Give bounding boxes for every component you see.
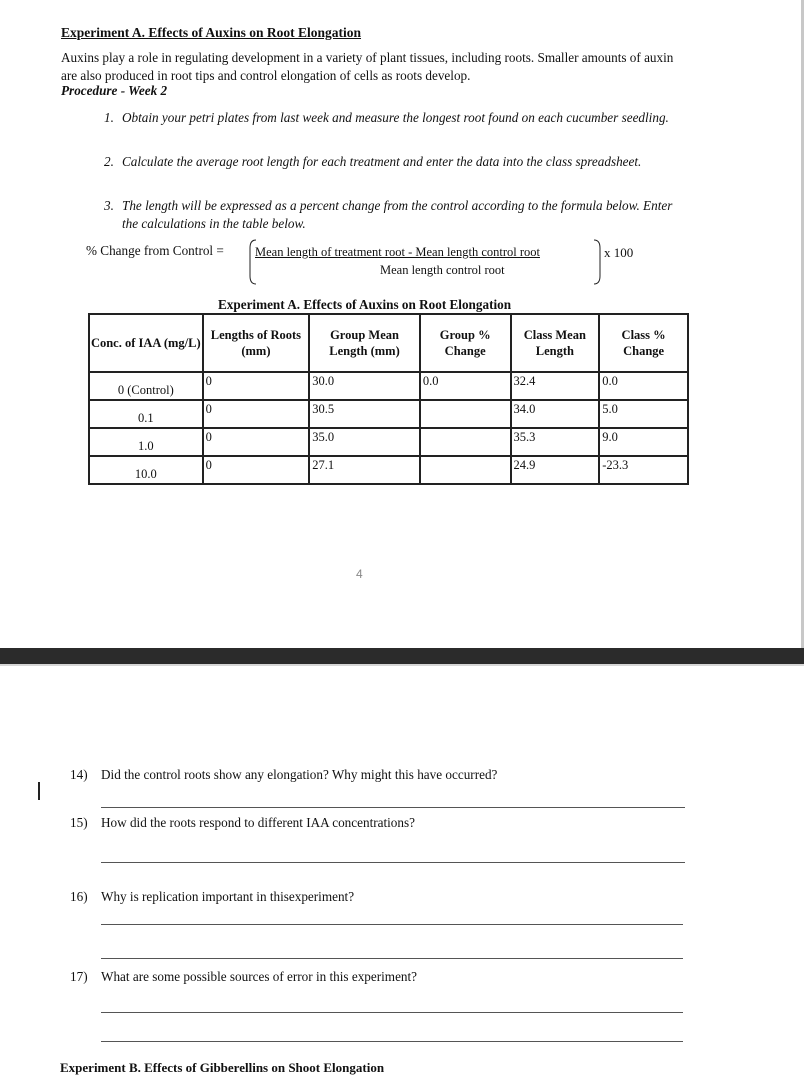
table-row bbox=[89, 428, 688, 456]
answer-line[interactable] bbox=[101, 958, 683, 959]
question-16 bbox=[70, 889, 354, 905]
table-cell[interactable]: 0 bbox=[203, 372, 310, 400]
table-cell: 0 (Control) bbox=[89, 372, 203, 400]
table-header-row bbox=[89, 314, 688, 372]
table-cell[interactable]: 32.4 bbox=[511, 372, 600, 400]
table-cell[interactable]: 0 bbox=[203, 456, 310, 484]
procedure-step-1 bbox=[104, 109, 684, 127]
question-text: Why is replication important in thisexperiment? bbox=[101, 889, 355, 904]
table-cell[interactable] bbox=[420, 428, 511, 456]
table-cell[interactable]: 35.0 bbox=[309, 428, 420, 456]
table-cell[interactable]: 9.0 bbox=[599, 428, 688, 456]
question-17 bbox=[70, 969, 417, 985]
table-title: Experiment A. Effects of Auxins on Root Elongation bbox=[218, 297, 512, 312]
intro-paragraph: Auxins play a role in regulating development in a variety of plant tissues, including roots. Smaller amounts of auxin are also produced in root tips and control elongation of cells as roots develop. bbox=[61, 50, 674, 83]
formula-right-brace bbox=[592, 238, 604, 286]
table-cell[interactable]: 5.0 bbox=[599, 400, 688, 428]
step-number: 3. bbox=[104, 198, 114, 213]
answer-line[interactable] bbox=[101, 807, 685, 808]
table-row bbox=[89, 372, 688, 400]
page-divider bbox=[0, 648, 804, 664]
table-cell[interactable]: 35.3 bbox=[511, 428, 600, 456]
answer-line[interactable] bbox=[101, 1041, 683, 1042]
page-number: 4 bbox=[356, 567, 363, 581]
table-cell[interactable]: 34.0 bbox=[511, 400, 600, 428]
table-row bbox=[89, 400, 688, 428]
table-cell[interactable]: 0 bbox=[203, 428, 310, 456]
answer-line[interactable] bbox=[101, 924, 683, 925]
text-cursor bbox=[38, 782, 40, 800]
step-text: The length will be expressed as a percent change from the control according to the formula below. Enter the calculations in the table below. bbox=[122, 198, 673, 231]
question-14 bbox=[70, 767, 497, 783]
formula-numerator: Mean length of treatment root - Mean length control root bbox=[255, 245, 540, 259]
step-number: 1. bbox=[104, 110, 114, 125]
question-number: 14) bbox=[70, 767, 88, 782]
table-cell[interactable]: 0.0 bbox=[599, 372, 688, 400]
procedure-step-3 bbox=[104, 197, 684, 233]
question-number: 16) bbox=[70, 889, 88, 904]
header-cell: Class Mean Length bbox=[511, 314, 600, 372]
section-title: Experiment A. Effects of Auxins on Root Elongation bbox=[61, 25, 362, 40]
table-row bbox=[89, 456, 688, 484]
table-cell: 10.0 bbox=[89, 456, 203, 484]
table-cell: 1.0 bbox=[89, 428, 203, 456]
formula-label: % Change from Control = bbox=[86, 243, 224, 258]
question-text: Did the control roots show any elongation? Why might this have occurred? bbox=[101, 767, 498, 782]
table-cell: 0.1 bbox=[89, 400, 203, 428]
table-cell[interactable]: 30.0 bbox=[309, 372, 420, 400]
question-text: What are some possible sources of error in this experiment? bbox=[101, 969, 418, 984]
header-cell: Class % Change bbox=[599, 314, 688, 372]
table-cell[interactable]: 30.5 bbox=[309, 400, 420, 428]
table-cell[interactable]: 0 bbox=[203, 400, 310, 428]
table-cell[interactable]: 0.0 bbox=[420, 372, 511, 400]
header-cell: Group Mean Length (mm) bbox=[309, 314, 420, 372]
step-number: 2. bbox=[104, 154, 114, 169]
header-cell: Group % Change bbox=[420, 314, 511, 372]
question-15 bbox=[70, 815, 415, 831]
step-text: Calculate the average root length for each treatment and enter the data into the class spreadsheet. bbox=[122, 154, 642, 169]
procedure-step-2 bbox=[104, 153, 684, 171]
step-text: Obtain your petri plates from last week and measure the longest root found on each cucumber seedling. bbox=[122, 110, 669, 125]
formula-multiplier: x 100 bbox=[604, 245, 634, 260]
formula-denominator: Mean length control root bbox=[380, 263, 505, 277]
question-number: 15) bbox=[70, 815, 88, 830]
question-number: 17) bbox=[70, 969, 88, 984]
question-text: How did the roots respond to different IAA concentrations? bbox=[101, 815, 415, 830]
table-cell[interactable] bbox=[420, 400, 511, 428]
table-cell[interactable]: -23.3 bbox=[599, 456, 688, 484]
table-cell[interactable] bbox=[420, 456, 511, 484]
procedure-heading: Procedure - Week 2 bbox=[61, 83, 168, 98]
document-page-2 bbox=[0, 666, 804, 1075]
next-section-heading: Experiment B. Effects of Gibberellins on Shoot Elongation bbox=[60, 1060, 385, 1075]
table-cell[interactable]: 24.9 bbox=[511, 456, 600, 484]
answer-line[interactable] bbox=[101, 1012, 683, 1013]
header-cell: Conc. of IAA (mg/L) bbox=[89, 314, 203, 372]
header-cell: Lengths of Roots (mm) bbox=[203, 314, 310, 372]
table-cell[interactable]: 27.1 bbox=[309, 456, 420, 484]
results-table bbox=[88, 313, 689, 485]
answer-line[interactable] bbox=[101, 862, 685, 863]
